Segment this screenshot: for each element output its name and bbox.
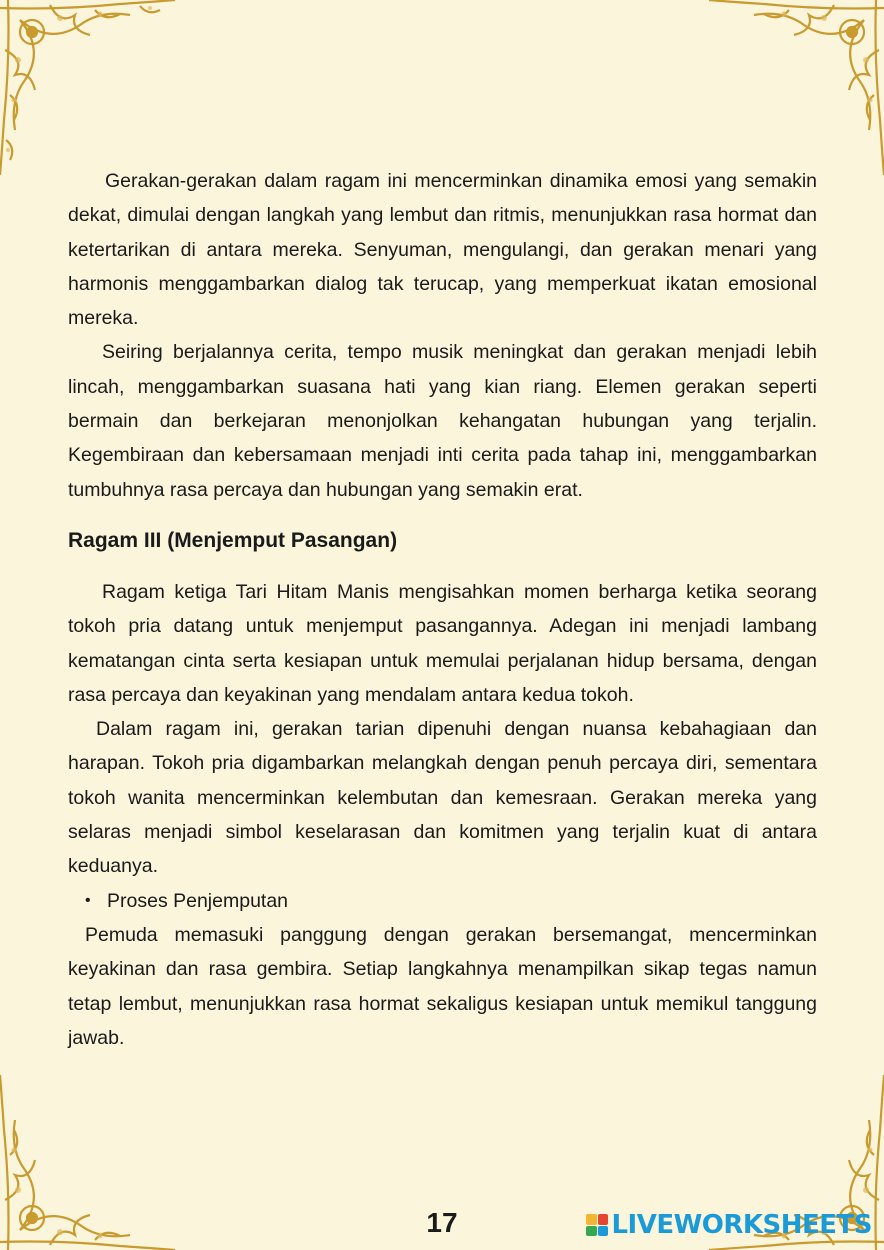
bullet-label: Proses Penjemputan	[107, 889, 289, 912]
bullet-item	[68, 884, 817, 918]
paragraph-3: Ragam ketiga Tari Hitam Manis mengisahkan momen berharga ketika seorang tokoh pria datang untuk menjemput pasangannya. Adegan ini menjadi lambang kematangan cinta serta kesiapan untuk memulai perjalanan hidup bersama, dengan rasa percaya dan keyakinan yang mendalam antara kedua tokoh.	[68, 580, 817, 706]
corner-ornament-bottom-left	[0, 1050, 200, 1250]
paragraph-2: Seiring berjalannya cerita, tempo musik meningkat dan gerakan menjadi lebih lincah, menggambarkan suasana hati yang kian riang. Elemen gerakan seperti bermain dan berkejaran menonjolkan kehangatan hubungan yang terjalin. Kegembiraan dan kebersamaan menjadi inti cerita pada tahap ini, menggambarkan tumbuhnya rasa percaya dan hubungan yang semakin erat.	[68, 341, 817, 501]
floral-corner-ornament-icon	[0, 1050, 200, 1250]
brand-text: LIVEWORKSHEETS	[611, 1210, 872, 1240]
page-content	[68, 164, 817, 1055]
liveworksheets-logo-icon	[586, 1214, 608, 1236]
paragraph-1: Gerakan-gerakan dalam ragam ini mencerminkan dinamika emosi yang semakin dekat, dimulai dengan langkah yang lembut dan ritmis, menunjukkan rasa hormat dan ketertarikan di antara mereka. Senyuman, mengulangi, dan gerakan menari yang harmonis menggambarkan dialog tak terucap, yang memperkuat ikatan emosional mereka.	[68, 170, 817, 330]
brand-watermark[interactable]	[586, 1210, 872, 1240]
bullet-dot-icon: •	[85, 891, 91, 909]
paragraph-4: Dalam ragam ini, gerakan tarian dipenuhi dengan nuansa kebahagiaan dan harapan. Tokoh pria digambarkan melangkah dengan penuh percaya diri, sementara tokoh wanita mencerminkan kelembutan dan kemesraan. Gerakan mereka yang selaras menjadi simbol keselarasan dan komitmen yang terjalin kuat di antara keduanya.	[68, 718, 817, 878]
section-heading: Ragam III (Menjemput Pasangan)	[68, 528, 398, 552]
paragraph-5: Pemuda memasuki panggung dengan gerakan bersemangat, mencerminkan keyakinan dan rasa gembira. Setiap langkahnya menampilkan sikap tegas namun tetap lembut, menunjukkan rasa hormat sekaligus kesiapan untuk memikul tanggung jawab.	[68, 923, 817, 1049]
page-number: 17	[426, 1207, 458, 1238]
